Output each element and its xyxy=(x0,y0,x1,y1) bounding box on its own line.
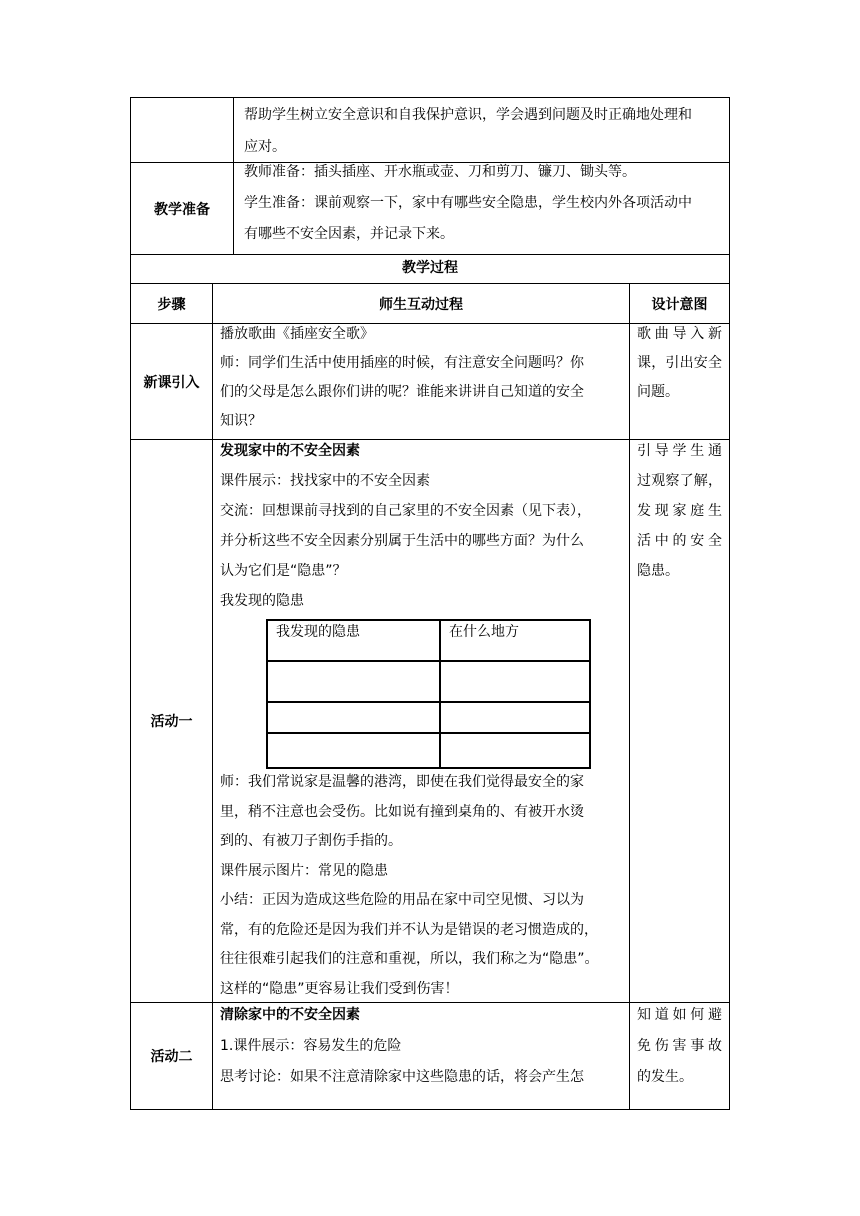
hazard-table-border xyxy=(266,701,591,703)
intro-label: 新课引入 xyxy=(143,374,200,391)
activity1-line: 交流：回想课前寻找到的自己家里的不安全因素（见下表）， xyxy=(220,503,591,519)
intro-line: 知识？ xyxy=(220,413,262,429)
intro-line: 师：同学们生活中使用插座的时候，有注意安全问题吗？你 xyxy=(220,355,584,371)
activity1-line: 师：我们常说家是温馨的港湾，即使在我们觉得最安全的家 xyxy=(220,774,584,790)
activity1-line: 这样的“隐患”更容易让我们受到伤害！ xyxy=(220,980,459,997)
header-step: 步骤 xyxy=(157,296,186,313)
hazard-table-header: 在什么地方 xyxy=(449,624,519,640)
activity1-line: 并分析这些不安全因素分别属于生活中的哪些方面？为什么 xyxy=(220,533,584,549)
table-border xyxy=(130,1109,730,1110)
intent-line: 歌曲导入新 xyxy=(637,326,722,342)
activity1-line: 课件展示：找找家中的不安全因素 xyxy=(220,473,430,489)
activity1-text-top xyxy=(220,436,621,616)
activity1-line: 到的、有被刀子割伤手指的。 xyxy=(220,833,402,849)
intent-line: 隐患。 xyxy=(637,563,679,579)
activity1-line: 我发现的隐患 xyxy=(220,593,304,609)
table-border xyxy=(130,97,730,98)
activity2-intent xyxy=(637,1000,722,1093)
prep-line: 教师准备：插头插座、开水瓶或壶、刀和剪刀、镰刀、锄头等。 xyxy=(244,164,636,180)
activity1-line: 认为它们是“隐患”？ xyxy=(220,563,347,579)
activity1-line: 课件展示图片：常见的隐患 xyxy=(220,862,388,879)
prep-text xyxy=(244,157,720,250)
activity1-intent xyxy=(637,436,722,586)
activity1-heading: 发现家中的不安全因素 xyxy=(220,443,360,459)
hazard-table-border xyxy=(589,619,591,769)
intent-line: 免伤害事故 xyxy=(637,1038,722,1054)
prep-line: 学生准备：课前观察一下，家中有哪些安全隐患，学生校内外各项活动中 xyxy=(244,195,692,211)
activity1-text-bottom xyxy=(220,768,625,1004)
table-border xyxy=(212,283,213,1110)
intro-text xyxy=(220,320,621,436)
intent-line: 课，引出安全 xyxy=(637,355,722,371)
table-border xyxy=(629,283,630,1110)
hazard-table-border xyxy=(439,619,441,769)
prep-label: 教学准备 xyxy=(154,201,210,218)
hazard-table-border xyxy=(266,619,268,769)
activity1-line: 小结：正因为造成这些危险的用品在家中司空见惯、习以为 xyxy=(220,892,584,908)
activity1-line: 往往很难引起我们的注意和重视，所以，我们称之为“隐患”。 xyxy=(220,951,599,967)
intent-line: 问题。 xyxy=(637,384,679,400)
goals-line: 帮助学生树立安全意识和自我保护意识，学会遇到问题及时正确地处理和 xyxy=(244,107,692,123)
intro-line: 播放歌曲《插座安全歌》 xyxy=(220,326,374,342)
activity1-label: 活动一 xyxy=(150,714,193,730)
header-interaction: 师生互动过程 xyxy=(379,296,463,313)
intent-line: 活中的安全 xyxy=(637,533,722,549)
intent-line: 过观察了解， xyxy=(637,473,722,489)
hazard-table-border xyxy=(266,660,591,662)
activity1-line: 常，有的危险还是因为我们并不认为是错误的老习惯造成的， xyxy=(220,921,598,938)
intent-line: 的发生。 xyxy=(637,1069,693,1085)
goals-text xyxy=(244,99,720,163)
activity2-label: 活动二 xyxy=(150,1049,193,1065)
intro-line: 们的父母是怎么跟你们讲的呢？谁能来讲讲自己知道的安全 xyxy=(220,384,584,400)
goals-line: 应对。 xyxy=(244,139,286,155)
hazard-table-header: 我发现的隐患 xyxy=(276,624,360,640)
activity2-line: 1.课件展示：容易发生的危险 xyxy=(220,1038,402,1054)
intent-line: 知道如何避 xyxy=(637,1007,722,1023)
activity2-line: 思考讨论：如果不注意清除家中这些隐患的话，将会产生怎 xyxy=(220,1069,584,1085)
activity2-heading: 清除家中的不安全因素 xyxy=(220,1007,360,1023)
intro-intent xyxy=(637,320,722,407)
table-border xyxy=(729,97,730,1110)
table-border xyxy=(233,97,234,255)
hazard-table-border xyxy=(266,732,591,734)
activity1-line: 里，稍不注意也会受伤。比如说有撞到桌角的、有被开水烫 xyxy=(220,803,584,820)
prep-line: 有哪些不安全因素，并记录下来。 xyxy=(244,226,454,242)
intent-line: 发现家庭生 xyxy=(637,503,722,519)
header-intent: 设计意图 xyxy=(651,296,708,313)
intent-line: 引导学生通 xyxy=(637,443,722,459)
activity2-text xyxy=(220,1000,625,1093)
process-title: 教学过程 xyxy=(402,260,458,276)
